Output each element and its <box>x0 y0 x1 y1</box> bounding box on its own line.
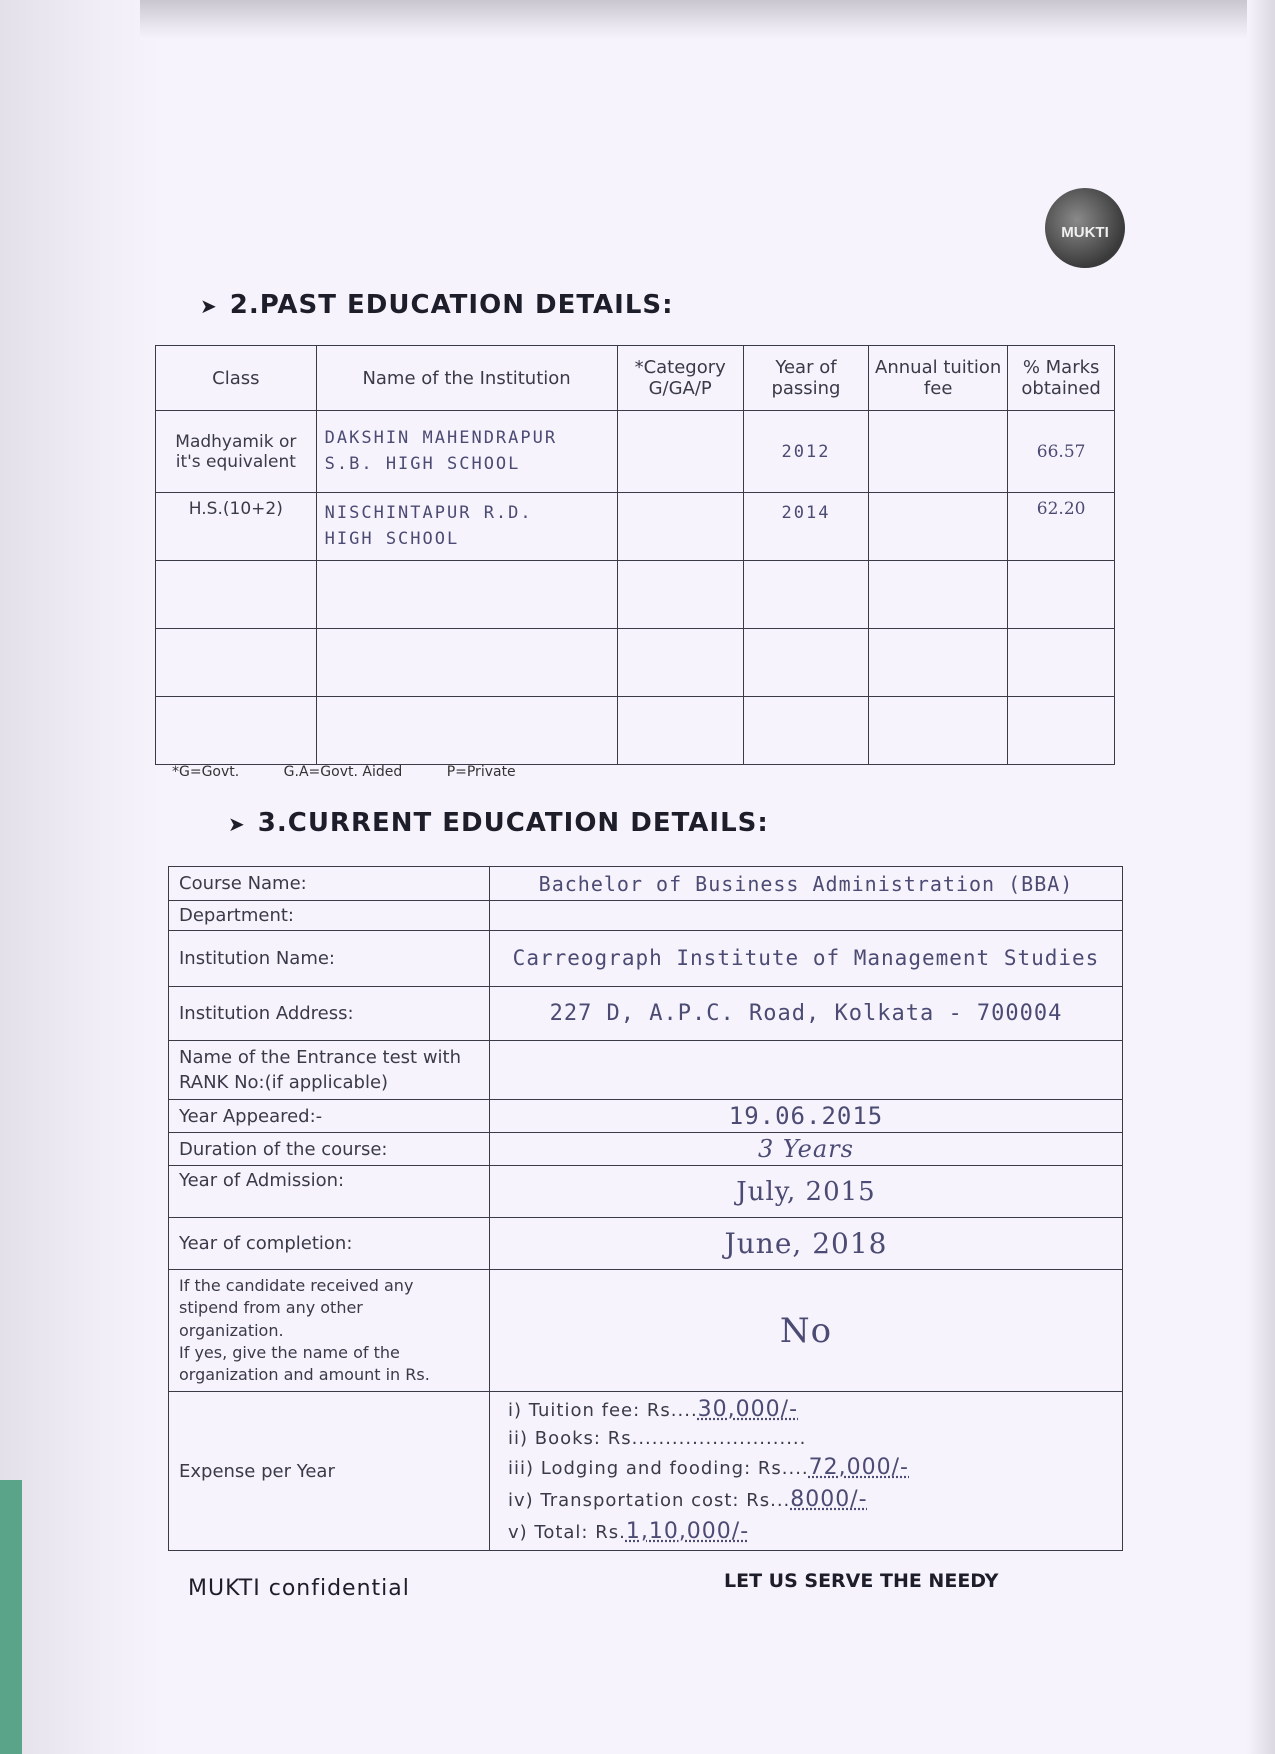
header-category: *Category G/GA/P <box>617 346 743 411</box>
institution-cell: DAKSHIN MAHENDRAPUR S.B. HIGH SCHOOL <box>316 411 617 493</box>
books-line: ii) Books: Rs.......................... <box>508 1428 807 1450</box>
empty-row <box>156 697 1115 765</box>
completion-value: June, 2018 <box>490 1218 1123 1270</box>
institution-name-label: Institution Name: <box>169 931 490 987</box>
empty-row <box>156 629 1115 697</box>
admission-value: July, 2015 <box>490 1166 1123 1218</box>
expense-label: Expense per Year <box>169 1392 490 1551</box>
duration-value: 3 Years <box>490 1133 1123 1166</box>
logo-text: MUKTI <box>1061 224 1109 241</box>
marks-cell: 62.20 <box>1008 493 1115 561</box>
transport-line: iv) Transportation cost: Rs...8000/- <box>508 1487 868 1513</box>
institution-address-label: Institution Address: <box>169 987 490 1041</box>
completion-label: Year of completion: <box>169 1218 490 1270</box>
table-header-row <box>156 346 1115 411</box>
institution-address-value: 227 D, A.P.C. Road, Kolkata - 700004 <box>490 987 1123 1041</box>
table-row <box>169 1392 1123 1551</box>
table-row <box>169 1270 1123 1392</box>
table-row <box>169 987 1123 1041</box>
course-name-value: Bachelor of Business Administration (BBA) <box>490 867 1123 901</box>
binder-edge <box>0 1480 22 1754</box>
past-education-table <box>155 345 1115 765</box>
expense-values <box>490 1392 1123 1551</box>
current-education-table <box>168 866 1123 1551</box>
year-cell: 2012 <box>743 411 868 493</box>
page-top-shadow <box>140 0 1275 40</box>
table-row <box>169 1100 1123 1133</box>
stipend-label: If the candidate received any stipend from any other organization. If yes, give the name of the organization and amount in Rs. <box>169 1270 490 1392</box>
stipend-value: No <box>490 1270 1123 1392</box>
table-row <box>156 411 1115 493</box>
empty-row <box>156 561 1115 629</box>
category-legend: *G=Govt. G.A=Govt. Aided P=Private <box>172 764 516 780</box>
footer-confidential: MUKTI confidential <box>188 1576 410 1601</box>
admission-label: Year of Admission: <box>169 1166 490 1218</box>
year-appeared-label: Year Appeared:- <box>169 1100 490 1133</box>
duration-label: Duration of the course: <box>169 1133 490 1166</box>
table-row <box>169 1218 1123 1270</box>
year-cell: 2014 <box>743 493 868 561</box>
lodging-line: iii) Lodging and fooding: Rs....72,000/- <box>508 1455 909 1481</box>
course-name-label: Course Name: <box>169 867 490 901</box>
tuition-fee-line: i) Tuition fee: Rs....30,000/- <box>508 1397 799 1423</box>
header-fee: Annual tuition fee <box>869 346 1008 411</box>
past-education-heading: ➤ 2.PAST EDUCATION DETAILS: <box>200 290 674 320</box>
table-row <box>156 493 1115 561</box>
institution-cell: NISCHINTAPUR R.D. HIGH SCHOOL <box>316 493 617 561</box>
category-cell <box>617 411 743 493</box>
table-row <box>169 867 1123 901</box>
arrow-bullet-icon: ➤ <box>200 294 218 318</box>
fee-cell <box>869 493 1008 561</box>
mukti-logo <box>1045 188 1125 268</box>
institution-name-value: Carreograph Institute of Management Studies <box>490 931 1123 987</box>
header-marks: % Marks obtained <box>1008 346 1115 411</box>
footer-tagline: LET US SERVE THE NEEDY <box>724 1570 999 1592</box>
table-row <box>169 931 1123 987</box>
page-fold-shadow <box>0 0 160 1754</box>
entrance-test-label: Name of the Entrance test with RANK No:(if applicable) <box>169 1041 490 1100</box>
table-row <box>169 1041 1123 1100</box>
header-class: Class <box>156 346 317 411</box>
page-right-edge <box>1247 0 1275 1754</box>
category-cell <box>617 493 743 561</box>
department-value <box>490 901 1123 931</box>
fee-cell <box>869 411 1008 493</box>
arrow-bullet-icon: ➤ <box>228 812 246 836</box>
total-line: v) Total: Rs.1,10,000/- <box>508 1519 750 1545</box>
year-appeared-value: 19.06.2015 <box>490 1100 1123 1133</box>
class-cell: H.S.(10+2) <box>156 493 317 561</box>
header-year: Year of passing <box>743 346 868 411</box>
table-row <box>169 1166 1123 1218</box>
department-label: Department: <box>169 901 490 931</box>
table-row <box>169 901 1123 931</box>
table-row <box>169 1133 1123 1166</box>
marks-cell: 66.57 <box>1008 411 1115 493</box>
class-cell: Madhyamik or it's equivalent <box>156 411 317 493</box>
header-institution: Name of the Institution <box>316 346 617 411</box>
entrance-test-value <box>490 1041 1123 1100</box>
current-education-heading: ➤ 3.CURRENT EDUCATION DETAILS: <box>228 808 769 838</box>
